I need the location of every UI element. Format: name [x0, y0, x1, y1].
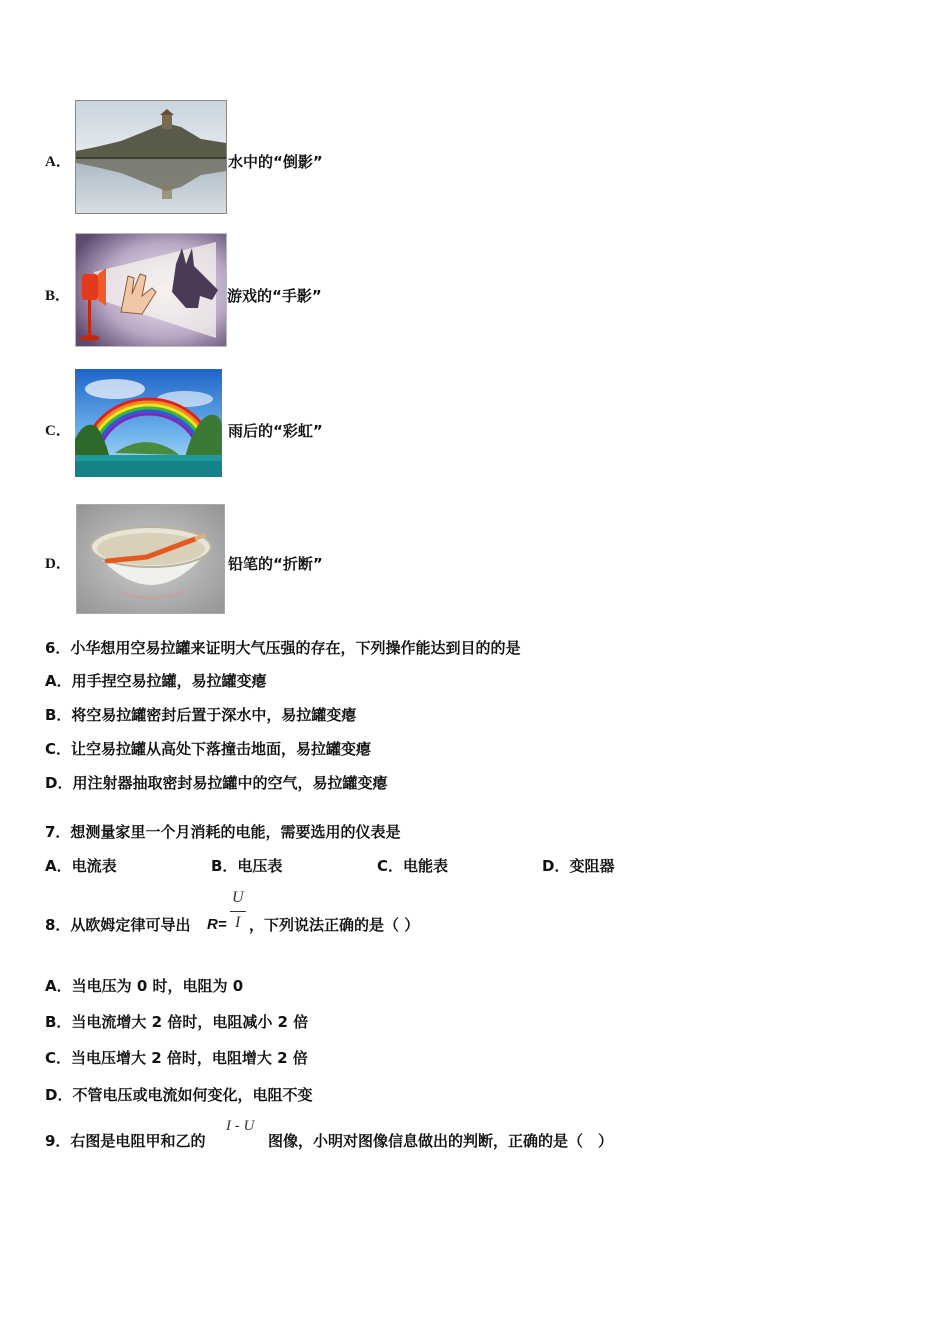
- q6-option-d: D．用注射器抽取密封易拉罐中的空气，易拉罐变瘪: [45, 774, 388, 792]
- q6-option-a: A．用手捏空易拉罐，易拉罐变瘪: [45, 672, 267, 690]
- q7-stem: 7．想测量家里一个月消耗的电能，需要选用的仪表是: [45, 823, 401, 841]
- q5-option-a-label: A．: [45, 154, 71, 170]
- q8-stem-suffix: ，下列说法正确的是（ ）: [249, 916, 420, 934]
- q5-option-b-caption: 游戏的“手影”: [227, 287, 322, 305]
- q5-option-a-caption: 水中的“倒影”: [228, 153, 323, 171]
- q8-stem-prefix: 8．从欧姆定律可导出: [45, 916, 191, 934]
- q7-option-c: C．电能表: [377, 857, 449, 875]
- q5-option-b-label: B．: [45, 288, 71, 304]
- q8-fraction-numerator: U: [232, 889, 244, 906]
- q9-stem-prefix: 9．右图是电阻甲和乙的: [45, 1132, 206, 1150]
- q6-option-c: C．让空易拉罐从高处下落撞击地面，易拉罐变瘪: [45, 740, 372, 758]
- q6-stem: 6．小华想用空易拉罐来证明大气压强的存在，下列操作能达到目的的是: [45, 639, 521, 657]
- rainbow-photo: [75, 369, 222, 477]
- q5-option-c-label: C．: [45, 423, 71, 439]
- q8-fraction-denominator: I: [235, 914, 241, 931]
- q8-fraction-bar: [230, 911, 246, 912]
- q6-option-b: B．将空易拉罐密封后置于深水中，易拉罐变瘪: [45, 706, 357, 724]
- q8-option-b: B．当电流增大 2 倍时，电阻减小 2 倍: [45, 1013, 309, 1031]
- q8-formula-lhs: R=: [207, 916, 227, 933]
- q7-option-a: A．电流表: [45, 857, 117, 875]
- q7-option-d: D．变阻器: [542, 857, 615, 875]
- q5-option-d-caption: 铅笔的“折断”: [228, 555, 323, 573]
- pencil-in-bowl-photo: [76, 504, 225, 614]
- q7-option-b: B．电压表: [211, 857, 283, 875]
- q9-formula: I - U: [226, 1118, 255, 1134]
- q5-option-c-caption: 雨后的“彩虹”: [228, 422, 323, 440]
- q5-option-d-label: D．: [45, 556, 71, 572]
- q8-option-c: C．当电压增大 2 倍时，电阻增大 2 倍: [45, 1049, 308, 1067]
- hand-shadow-illustration: [75, 233, 227, 347]
- reflection-photo: [75, 100, 227, 214]
- q8-option-d: D．不管电压或电流如何变化，电阻不变: [45, 1086, 313, 1104]
- q9-stem-suffix: 图像，小明对图像信息做出的判断，正确的是（ ）: [268, 1132, 614, 1150]
- q8-option-a: A．当电压为 0 时，电阻为 0: [45, 977, 244, 995]
